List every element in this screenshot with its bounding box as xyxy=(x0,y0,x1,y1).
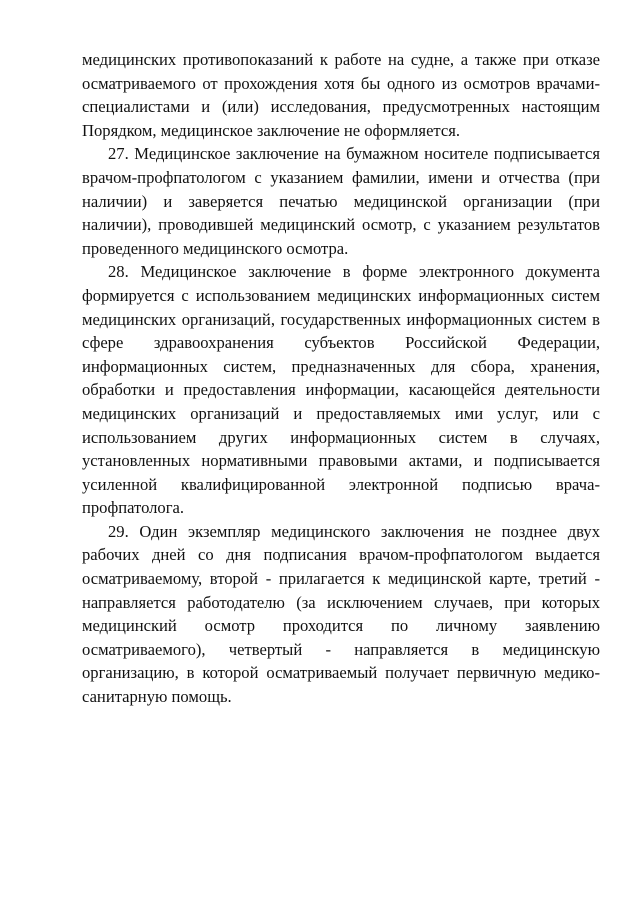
document-body xyxy=(82,48,600,709)
paragraph-29: 29. Один экземпляр медицинского заключения не позднее двух рабочих дней со дня подписания врачом-профпатологом выдается осматриваемому, второй - прилагается к медицинской карте, третий - направляется работодателю (за исключением случаев, при которых медицинский осмотр проходится по личному заявлению осматриваемого), четвертый - направляется в медицинскую организацию, в которой осматриваемый получает первичную медико-санитарную помощь. xyxy=(82,521,600,707)
paragraph-27: 27. Медицинское заключение на бумажном носителе подписывается врачом-профпатологом с указанием фамилии, имени и отчества (при наличии) и заверяется печатью медицинской организации (при наличии), проводившей медицинский осмотр, с указанием результатов проведенного медицинского осмотра. xyxy=(82,144,600,258)
paragraph-continuation: медицинских противопоказаний к работе на судне, а также при отказе осматриваемого от прохождения хотя бы одного из осмотров врачами-специалистами и (или) исследования, предусмотренных настоящим Порядком, медицинское заключение не оформляется. xyxy=(82,50,600,140)
paragraph-28: 28. Медицинское заключение в форме электронного документа формируется с использованием медицинских информационных систем медицинских организаций, государственных информационных систем в сфере здравоохранения субъектов Российской Федерации, информационных систем, предназначенных для сбора, хранения, обработки и предоставления информации, касающейся деятельности медицинских организаций и предоставляемых ими услуг, или с использованием других информационных систем в случаях, установленных нормативными правовыми актами, и подписывается усиленной квалифицированной электронной подписью врача-профпатолога. xyxy=(82,262,600,518)
